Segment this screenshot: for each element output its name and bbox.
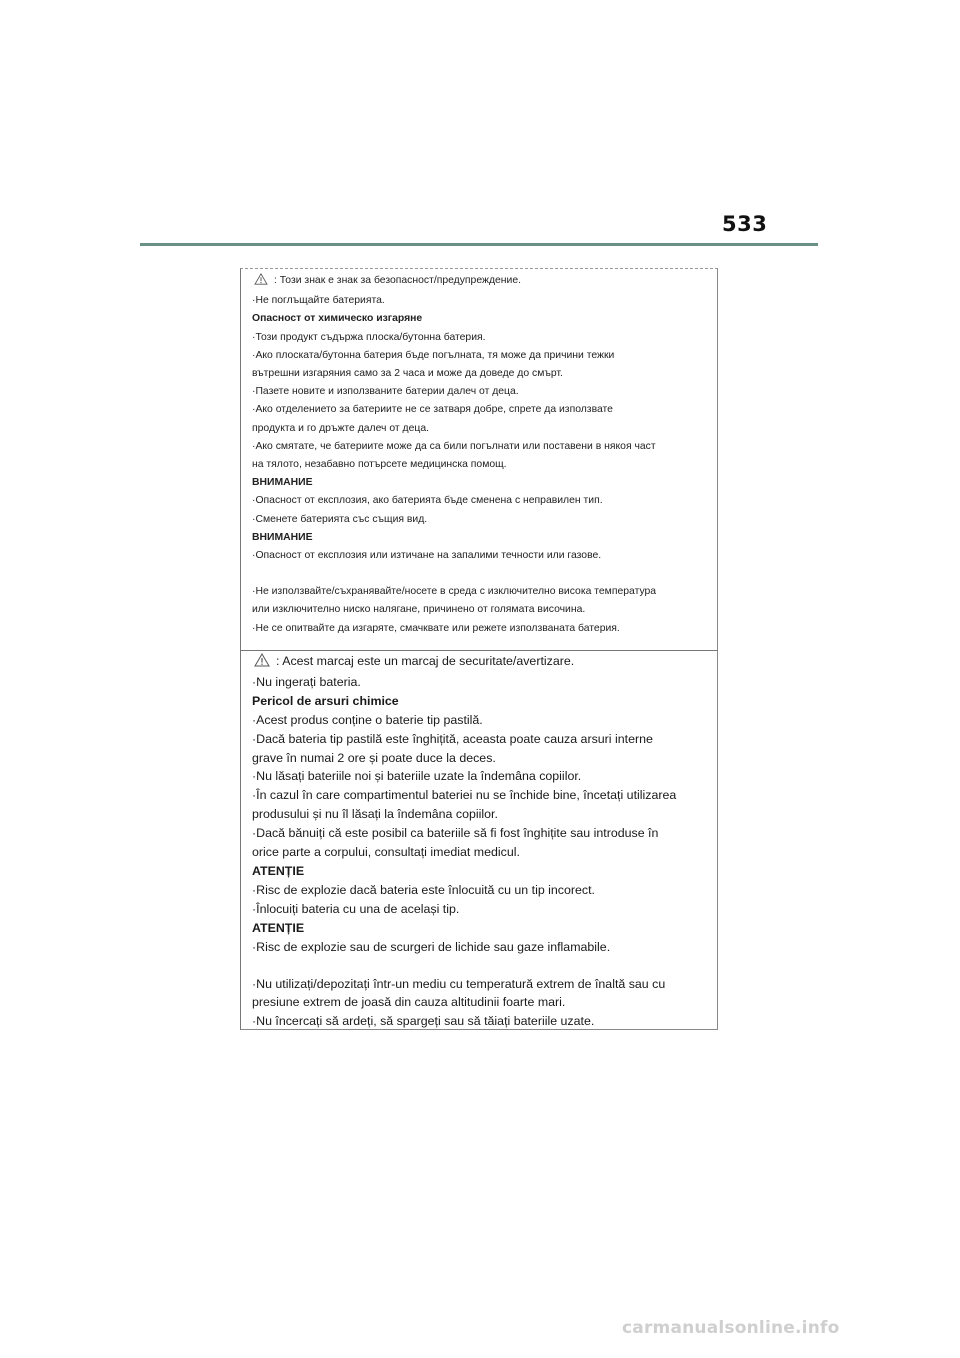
bulgarian-text-line: [252, 565, 710, 583]
romanian-intro-text: : Acest marcaj este un marcaj de securitate/avertizare.: [276, 654, 575, 668]
romanian-text-line: ·Risc de explozie sau de scurgeri de lichide sau gaze inflamabile.: [252, 939, 611, 954]
watermark: carmanualsonline.info: [622, 1318, 840, 1338]
romanian-text-line: ·Dacă bănuiți că este posibil ca bateriile să fi fost înghițite sau introduse în: [252, 826, 659, 841]
bulgarian-text-line: ·Не използвайте/съхранявайте/носете в среда с изключително висока температура: [252, 586, 657, 598]
bulgarian-intro-line: [252, 272, 710, 292]
romanian-intro-line: [252, 652, 712, 673]
bulgarian-text-line: ·Не се опитвайте да изгаряте, смачквате или режете използваната батерия.: [252, 622, 620, 634]
romanian-text-line: ·Acest produs conține o baterie tip pastilă.: [252, 712, 483, 727]
bulgarian-text-line: ·Ако смятате, че батериите може да са били погълнати или поставени в някоя част: [252, 440, 656, 452]
romanian-text-line: ·Dacă bateria tip pastilă este înghițită, aceasta poate cauza arsuri interne: [252, 731, 653, 746]
bulgarian-text-line: ·Този продукт съдържа плоска/бутонна батерия.: [252, 331, 486, 343]
romanian-text-line: ·În cazul în care compartimentul bateriei nu se închide bine, încetați utilizarea: [252, 788, 677, 803]
header-rule: [140, 243, 818, 246]
romanian-text-line: [252, 957, 712, 975]
romanian-heading: ATENȚIE: [252, 920, 305, 935]
romanian-text-line: ·Nu ingerați bateria.: [252, 674, 361, 689]
romanian-text-line: ·Nu utilizați/depozitați într-un mediu cu temperatură extrem de înaltă sau cu: [252, 976, 666, 991]
bulgarian-lines: [252, 292, 710, 638]
romanian-text-line: grave în numai 2 ore și poate duce la deces.: [252, 750, 496, 765]
warning-triangle-icon: [254, 653, 270, 673]
bulgarian-text-line: продукта и го дръжте далеч от деца.: [252, 422, 429, 434]
romanian-lines: [252, 673, 712, 1031]
romanian-text-line: ·Nu încercați să ardeți, să spargeți sau să tăiați bateriile uzate.: [252, 1014, 595, 1029]
bulgarian-heading: ВНИМАНИЕ: [252, 477, 313, 489]
bulgarian-text-line: ·Пазете новите и използваните батерии далеч от деца.: [252, 386, 519, 398]
romanian-text-line: ·Înlocuiți bateria cu una de același tip.: [252, 901, 460, 916]
romanian-text-line: presiune extrem de joasă din cauza altitudinii foarte mari.: [252, 995, 566, 1010]
bulgarian-notice: [252, 272, 710, 638]
bulgarian-text-line: ·Опасност от експлозия или изтичане на запалими течности или газове.: [252, 550, 602, 562]
romanian-heading: Pericol de arsuri chimice: [252, 693, 399, 708]
romanian-text-line: ·Nu lăsați bateriile noi și bateriile uzate la îndemâna copiilor.: [252, 769, 582, 784]
bulgarian-text-line: на тялото, незабавно потърсете медицинска помощ.: [252, 459, 507, 471]
bulgarian-text-line: ·Ако отделението за батериите не се затваря добре, спрете да използвате: [252, 404, 613, 416]
bulgarian-text-line: ·Опасност от експлозия, ако батерията бъде сменена с неправилен тип.: [252, 495, 603, 507]
bulgarian-text-line: или изключително ниско налягане, причинено от голямата височина.: [252, 604, 586, 616]
bulgarian-heading: ВНИМАНИЕ: [252, 531, 313, 543]
romanian-text-line: orice parte a corpului, consultați imediat medicul.: [252, 845, 520, 860]
bulgarian-text-line: ·Не поглъщайте батерията.: [252, 295, 385, 307]
page-number: 533: [722, 212, 768, 236]
bulgarian-intro-text: : Този знак е знак за безопасност/предупреждение.: [274, 275, 521, 286]
romanian-heading: ATENȚIE: [252, 863, 305, 878]
bulgarian-text-line: ·Сменете батерията със същия вид.: [252, 513, 428, 525]
romanian-text-line: ·Risc de explozie dacă bateria este înlocuită cu un tip incorect.: [252, 882, 595, 897]
bulgarian-text-line: вътрешни изгаряния само за 2 часа и може да доведе до смърт.: [252, 368, 563, 380]
bulgarian-text-line: ·Ако плоската/бутонна батерия бъде погълната, тя може да причини тежки: [252, 349, 615, 361]
warning-triangle-icon: [254, 273, 268, 292]
romanian-notice: [252, 652, 712, 1031]
romanian-text-line: produsului și nu îl lăsați la îndemâna copiilor.: [252, 807, 498, 822]
bulgarian-heading: Опасност от химическо изгаряне: [252, 313, 423, 325]
